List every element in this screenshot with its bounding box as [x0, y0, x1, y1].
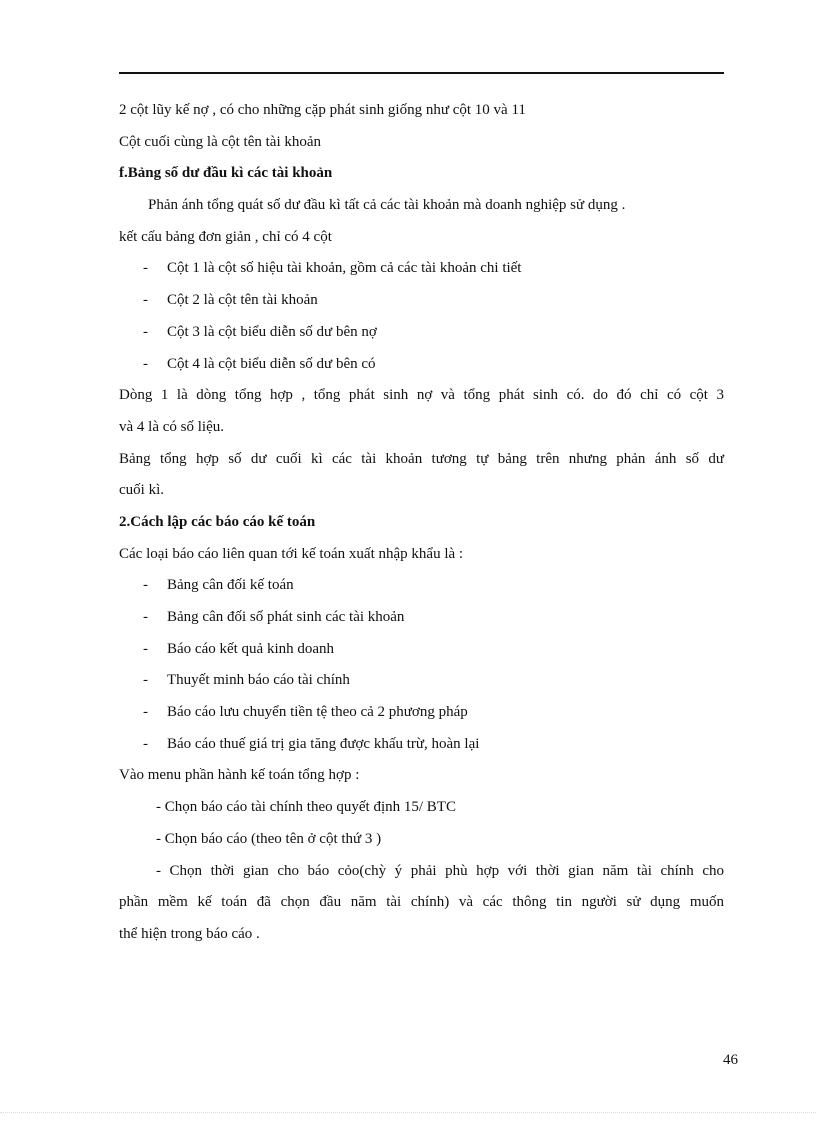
dash-marker: - — [143, 355, 148, 372]
page-body — [119, 95, 724, 951]
paragraph-line: Bảng tổng hợp số dư cuối kì các tài khoản tương tự bảng trên nhưng phản ánh số dư — [119, 450, 724, 467]
text-line: Cột cuối cùng là cột tên tài khoản — [119, 133, 322, 150]
paragraph-line: và 4 là có số liệu. — [119, 418, 224, 435]
list-item-text: Cột 1 là cột số hiệu tài khoản, gồm cả các tài khoản chi tiết — [167, 260, 522, 277]
list-item-text: Báo cáo kết quả kinh doanh — [167, 640, 335, 657]
step-line: - Chọn báo cáo (theo tên ở cột thứ 3 ) — [156, 830, 382, 847]
page-bottom-divider — [0, 1112, 816, 1113]
section-heading-2: 2.Cách lập các báo cáo kế toán — [119, 513, 316, 530]
list-item — [119, 317, 724, 349]
step-line: - Chọn báo cáo tài chính theo quyết định 15/ BTC — [156, 799, 456, 816]
dash-marker: - — [143, 704, 148, 721]
step-line: thể hiện trong báo cáo . — [119, 925, 260, 942]
list-item — [119, 570, 724, 602]
section-heading-f: f.Bảng số dư đầu kì các tài khoản — [119, 165, 333, 182]
list-item-text: Cột 4 là cột biểu diễn số dư bên có — [167, 355, 376, 372]
paragraph-line: Vào menu phần hành kế toán tổng hợp : — [119, 767, 360, 784]
dash-marker: - — [143, 292, 148, 309]
list-item-text: Báo cáo thuế giá trị gia tăng được khấu trừ, hoàn lại — [167, 735, 480, 752]
paragraph-line: cuối kì. — [119, 482, 164, 499]
paragraph-line: kết cấu bảng đơn giản , chỉ có 4 cột — [119, 228, 332, 245]
list-item — [119, 665, 724, 697]
list-item — [119, 634, 724, 666]
dash-marker: - — [143, 577, 148, 594]
dash-marker: - — [143, 323, 148, 340]
step-line: phần mềm kế toán đã chọn đầu năm tài chính) và các thông tin người sử dụng muốn — [119, 894, 724, 911]
list-item-text: Thuyết minh báo cáo tài chính — [167, 672, 350, 689]
text-line: 2 cột lũy kế nợ , có cho những cặp phát sinh giống như cột 10 và 11 — [119, 102, 526, 118]
dash-marker: - — [143, 640, 148, 657]
dash-marker: - — [143, 260, 148, 277]
list-item-text: Bảng cân đối kế toán — [167, 577, 294, 594]
paragraph-line: Phản ánh tổng quát số dư đầu kì tất cả các tài khoản mà doanh nghiệp sử dụng . — [148, 197, 626, 214]
list-item-text: Báo cáo lưu chuyển tiền tệ theo cả 2 phương pháp — [167, 704, 468, 721]
list-item — [119, 349, 724, 381]
dash-marker: - — [143, 609, 148, 625]
dash-marker: - — [143, 672, 148, 689]
dash-marker: - — [143, 735, 148, 752]
list-item — [119, 602, 724, 634]
list-item — [119, 253, 724, 285]
list-item-text: Bảng cân đối số phát sinh các tài khoản — [167, 609, 405, 625]
page-number: 46 — [723, 1052, 738, 1068]
paragraph-line: Dòng 1 là dòng tổng hợp , tổng phát sinh nợ và tổng phát sinh có. do đó chỉ có cột 3 — [119, 387, 724, 404]
step-line: - Chọn thời gian cho báo cỏo(chỳ ý phải phù hợp với thời gian năm tài chính cho — [156, 862, 724, 879]
paragraph-line: Các loại báo cáo liên quan tới kế toán xuất nhập khẩu là : — [119, 545, 464, 562]
list-item-text: Cột 3 là cột biểu diễn số dư bên nợ — [167, 323, 377, 340]
list-item — [119, 285, 724, 317]
header-rule — [119, 72, 724, 74]
list-item — [119, 729, 724, 761]
list-item-text: Cột 2 là cột tên tài khoản — [167, 292, 318, 309]
list-item — [119, 697, 724, 729]
